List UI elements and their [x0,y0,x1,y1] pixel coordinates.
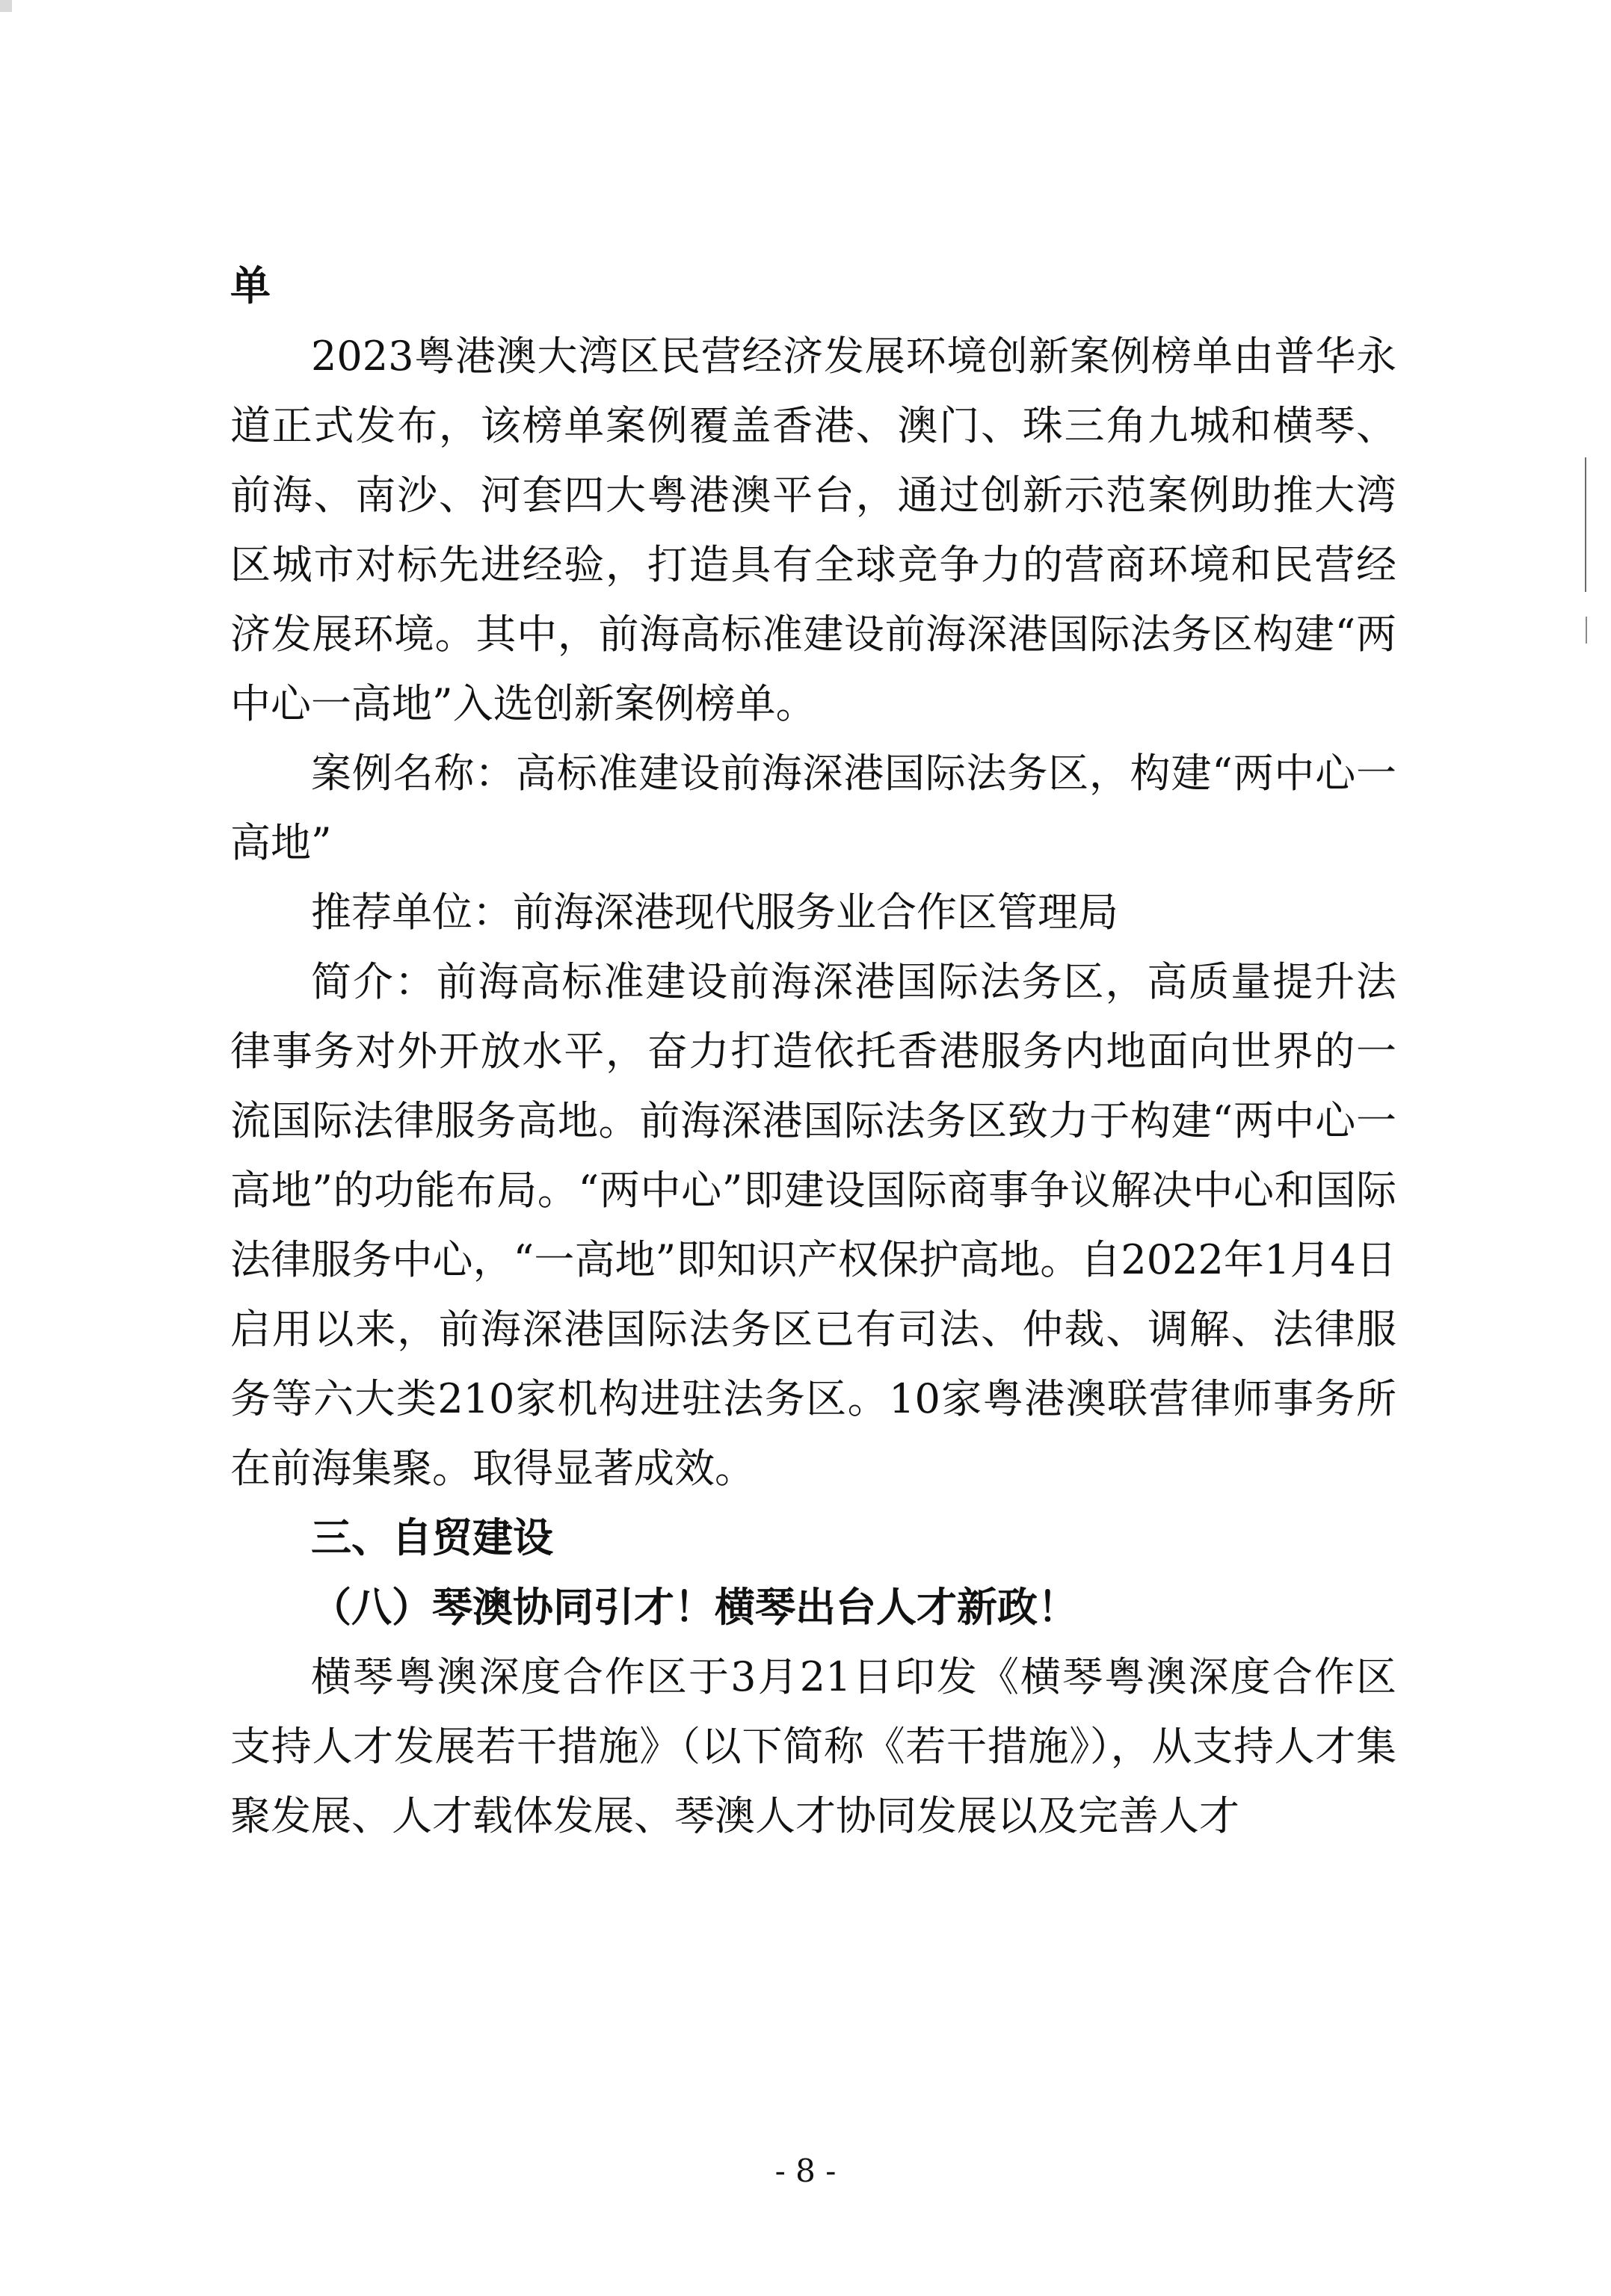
body-paragraph: 2023粤港澳大湾区民营经济发展环境创新案例榜单由普华永道正式发布，该榜单案例覆盖香港、澳门、珠三角九城和横琴、前海、南沙、河套四大粤港澳平台，通过创新示范案例助推大湾区城市对标先进经验，打造具有全球竞争力的营商环境和民营经济发展环境。其中，前海高标准建设前海深港国际法务区构建“两中心一高地”入选创新案例榜单。 [230,333,1396,727]
body-paragraph: 推荐单位：前海深港现代服务业合作区管理局 [311,889,1118,936]
scan-margin-line [1586,617,1587,644]
body-paragraph: 横琴粤澳深度合作区于3月21日印发《横琴粤澳深度合作区支持人才发展若干措施》（以下简称《若干措施》），从支持人才集聚发展、人才载体发展、琴澳人才协同发展以及完善人才 [230,1653,1396,1839]
document-body [230,263,1396,1851]
sub-heading: （八）琴澳协同引才！横琴出台人才新政！ [311,1583,1078,1631]
body-paragraph: 案例名称：高标准建设前海深港国际法务区，构建“两中心一高地” [230,750,1396,866]
body-paragraph: 简介：前海高标准建设前海深港国际法务区，高质量提升法律事务对外开放水平，奋力打造依托香港服务内地面向世界的一流国际法律服务高地。前海深港国际法务区致力于构建“两中心一高地”的功能布局。“两中心”即建设国际商事争议解决中心和国际法律服务中心，“一高地”即知识产权保护高地。自2022年1月4日启用以来，前海深港国际法务区已有司法、仲裁、调解、法律服务等六大类210家机构进驻法务区。10家粤港澳联营律师事务所在前海集聚。取得显著成效。 [230,958,1396,1492]
heading-fragment: 单 [230,262,271,309]
scan-corner-mark [0,0,12,12]
scan-margin-line [1585,457,1586,592]
page-number: - 8 - [774,2152,837,2189]
section-heading: 三、自贸建设 [311,1514,553,1561]
